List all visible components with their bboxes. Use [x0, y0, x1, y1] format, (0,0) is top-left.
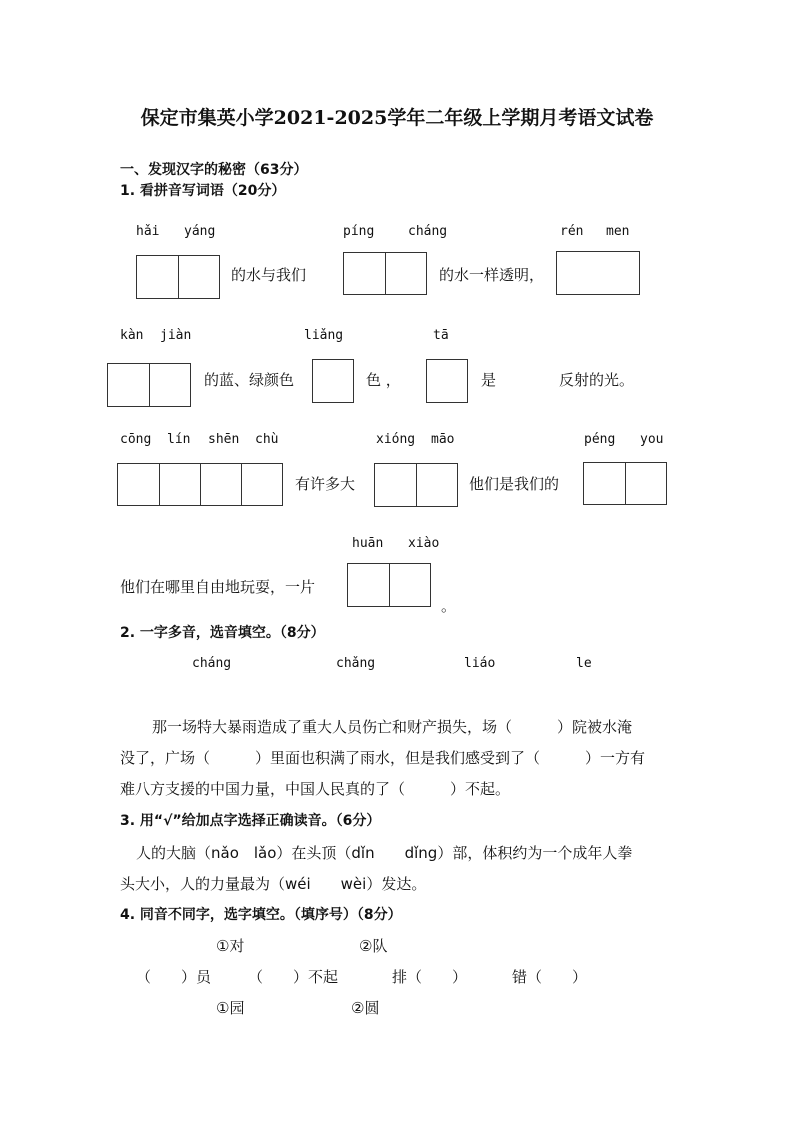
pinyin: lín — [167, 432, 191, 447]
pinyin: yáng — [184, 224, 216, 239]
pinyin: shēn — [208, 432, 240, 447]
fill-blank[interactable]: （ ）员 — [136, 968, 212, 986]
answer-box-pengyou[interactable] — [583, 462, 667, 505]
pinyin-option: le — [576, 656, 592, 671]
sentence-text: 的水与我们 — [231, 266, 307, 284]
pinyin: liǎng — [304, 328, 344, 343]
choice-option: ①对 — [216, 937, 245, 955]
sentence-text: 他们是我们的 — [469, 475, 560, 493]
question-4-heading: 4. 同音不同字，选字填空。（填序号）（8分） — [120, 907, 402, 923]
pinyin: māo — [431, 432, 455, 447]
answer-box-kanjian[interactable] — [107, 363, 191, 407]
paragraph-line: 人的大脑（nǎo lǎo）在头顶（dǐn dǐng）部，体积约为一个成年人拳 — [136, 844, 633, 862]
sentence-text: 反射的光。 — [559, 371, 635, 389]
sentence-text: 是 — [481, 371, 497, 389]
pinyin: xióng — [376, 432, 416, 447]
choice-option: ①园 — [216, 999, 245, 1017]
pinyin: xiào — [408, 536, 440, 551]
answer-box-conglinshenchu[interactable] — [117, 463, 283, 506]
answer-box-renmen[interactable] — [556, 251, 640, 295]
pinyin: men — [606, 224, 630, 239]
answer-box-haiyang[interactable] — [136, 255, 220, 299]
answer-box-huanxiao[interactable] — [347, 563, 431, 607]
choice-option: ②队 — [359, 937, 388, 955]
paragraph-line: 没了，广场（ ）里面也积满了雨水，但是我们感受到了（ ）一方有 — [120, 749, 646, 767]
question-2-heading: 2. 一字多音，选音填空。（8分） — [120, 625, 325, 641]
pinyin-option: liáo — [464, 656, 496, 671]
section-heading: 一、发现汉字的秘密（63分） — [120, 162, 308, 178]
sentence-text: 有许多大 — [295, 475, 356, 493]
answer-box-liang[interactable] — [312, 359, 354, 403]
pinyin-option: cháng — [192, 656, 232, 671]
pinyin: kàn — [120, 328, 144, 343]
pinyin: píng — [343, 224, 375, 239]
pinyin: cháng — [408, 224, 448, 239]
sentence-text: 的水一样透明， — [439, 266, 545, 284]
pinyin: jiàn — [160, 328, 192, 343]
paragraph-line: 那一场特大暴雨造成了重大人员伤亡和财产损失，场（ ）院被水淹 — [152, 718, 633, 736]
pinyin-option: chǎng — [336, 656, 376, 671]
answer-box-ta[interactable] — [426, 359, 468, 403]
pinyin: cōng — [120, 432, 152, 447]
pinyin: huān — [352, 536, 384, 551]
sentence-text: 。 — [441, 597, 457, 615]
pinyin: hǎi — [136, 224, 160, 239]
pinyin: rén — [560, 224, 584, 239]
page-title: 保定市集英小学2021-2025学年二年级上学期月考语文试卷 — [140, 107, 654, 129]
sentence-text: 色 ， — [366, 371, 401, 389]
pinyin: péng — [584, 432, 616, 447]
pinyin: chù — [255, 432, 279, 447]
fill-blank[interactable]: 排（ ） — [392, 968, 468, 986]
pinyin: you — [640, 432, 664, 447]
pinyin: tā — [433, 328, 449, 343]
sentence-text: 的蓝、绿颜色 — [204, 371, 295, 389]
sentence-text: 他们在哪里自由地玩耍，一片 — [120, 578, 316, 596]
fill-blank[interactable]: （ ）不起 — [248, 968, 339, 986]
fill-blank[interactable]: 错（ ） — [512, 968, 588, 986]
answer-box-pingchang[interactable] — [343, 252, 427, 295]
paragraph-line: 头大小，人的力量最为（wéi wèi）发达。 — [120, 875, 427, 893]
question-1-heading: 1. 看拼音写词语（20分） — [120, 183, 286, 199]
question-3-heading: 3. 用“√”给加点字选择正确读音。（6分） — [120, 813, 381, 829]
choice-option: ②圆 — [351, 999, 380, 1017]
paragraph-line: 难八方支援的中国力量，中国人民真的了（ ）不起。 — [120, 780, 511, 798]
answer-box-xiongmao[interactable] — [374, 463, 458, 507]
